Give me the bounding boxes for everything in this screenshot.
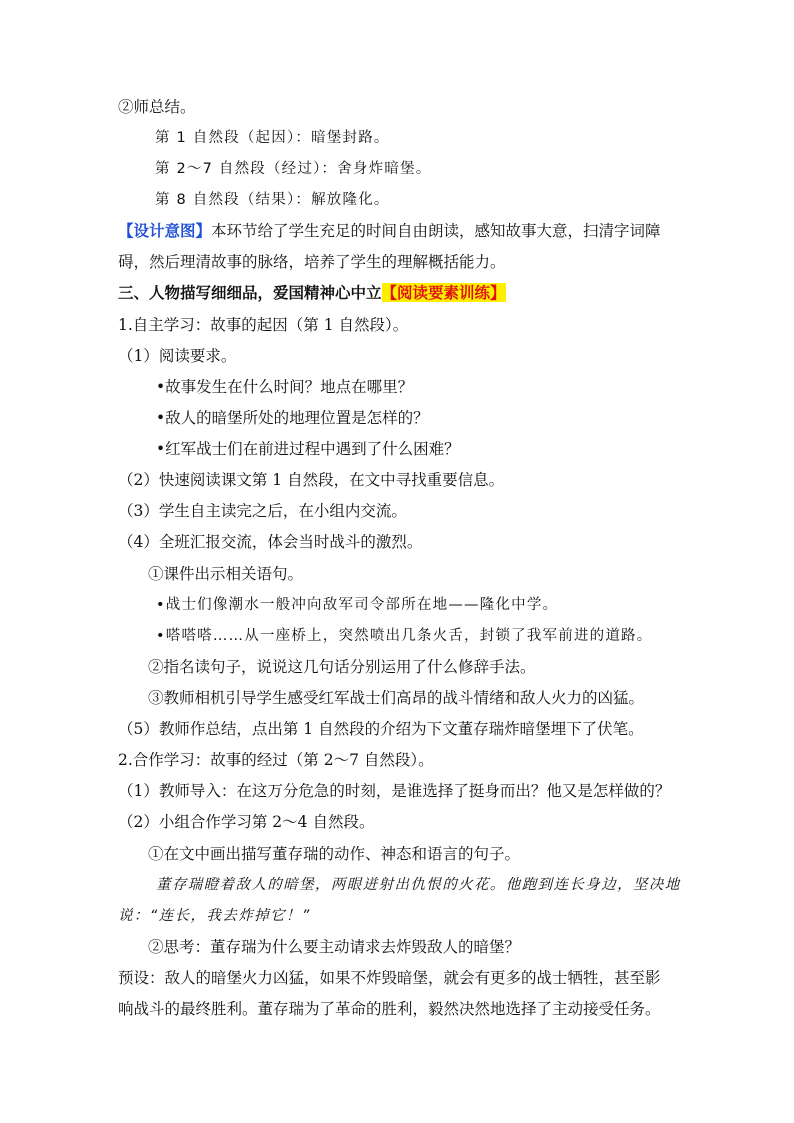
question-bullet-2: •敌人的暗堡所处的地理位置是怎样的？: [156, 409, 429, 427]
quote-bullet-2: •嗒嗒嗒……从一座桥上，突然喷出几条火舌，封锁了我军前进的道路。: [156, 628, 653, 644]
cooperative-study-heading: 2.合作学习：故事的经过（第 2～7 自然段）。: [118, 751, 434, 769]
design-intent-tag: 【设计意图】: [118, 221, 212, 240]
coop-step-1: （1）教师导入：在这万分危急的时刻，是谁选择了挺身而出？他又是怎样做的？: [118, 782, 671, 800]
self-study-heading: 1.自主学习：故事的起因（第 1 自然段）。: [118, 316, 409, 334]
section-three-title: 三、人物描写细细品，爱国精神心中立: [118, 283, 382, 302]
summary-paragraph-2-7: 第 2～7 自然段（经过）：舍身炸暗堡。: [155, 161, 432, 177]
step-3: （3）学生自主读完之后，在小组内交流。: [118, 502, 407, 520]
substep-underline-sentences: ①在文中画出描写董存瑞的动作、神态和语言的句子。: [148, 845, 521, 863]
section-three-heading: [118, 282, 506, 304]
coop-step-2: （2）小组合作学习第 2～4 自然段。: [118, 813, 375, 831]
step-4: （4）全班汇报交流，体会当时战斗的激烈。: [118, 533, 423, 551]
substep-think: ②思考：董存瑞为什么要主动请求去炸毁敌人的暗堡？: [148, 938, 521, 956]
quote-dong-cunrui-2: 说：“连长，我去炸掉它！”: [118, 908, 311, 924]
step-5: （5）教师作总结，点出第 1 自然段的介绍为下文董存瑞炸暗堡埋下了伏笔。: [118, 720, 644, 738]
substep-read-sentences: ②指名读句子，说说这几句话分别运用了什么修辞手法。: [148, 658, 536, 676]
preset-answer-1: 预设：敌人的暗堡火力凶猛，如果不炸毁暗堡，就会有更多的战士牺牲，甚至影: [118, 969, 661, 987]
reading-training-tag: 【阅读要素训练】: [381, 283, 506, 302]
reading-requirements: （1）阅读要求。: [118, 347, 237, 365]
summary-paragraph-8: 第 8 自然段（结果）：解放隆化。: [155, 192, 390, 208]
design-intent-text: 本环节给了学生充足的时间自由朗读，感知故事大意，扫清字词障: [211, 222, 661, 240]
quote-bullet-1: •战士们像潮水一般冲向敌军司令部所在地——隆化中学。: [156, 597, 559, 613]
step-2: （2）快速阅读课文第 1 自然段，在文中寻找重要信息。: [118, 471, 505, 489]
substep-courseware: ①课件出示相关语句。: [148, 565, 304, 583]
quote-dong-cunrui-1: 董存瑞瞪着敌人的暗堡，两眼迸射出仇恨的火花。他跑到连长身边，坚决地: [156, 877, 681, 893]
question-bullet-3: •红军战士们在前进过程中遇到了什么困难？: [156, 440, 460, 458]
design-intent-line: [118, 220, 661, 242]
summary-paragraph-1: 第 1 自然段（起因）：暗堡封路。: [155, 130, 390, 146]
substep-guide-students: ③教师相机引导学生感受红军战士们高昂的战斗情绪和敌人火力的凶猛。: [148, 689, 645, 707]
design-intent-continuation: 碍，然后理清故事的脉络，培养了学生的理解概括能力。: [118, 253, 506, 271]
question-bullet-1: •故事发生在什么时间？地点在哪里？: [156, 378, 414, 396]
preset-answer-2: 响战斗的最终胜利。董存瑞为了革命的胜利，毅然决然地选择了主动接受任务。: [118, 1000, 661, 1018]
teacher-summary-heading: ②师总结。: [118, 98, 196, 116]
